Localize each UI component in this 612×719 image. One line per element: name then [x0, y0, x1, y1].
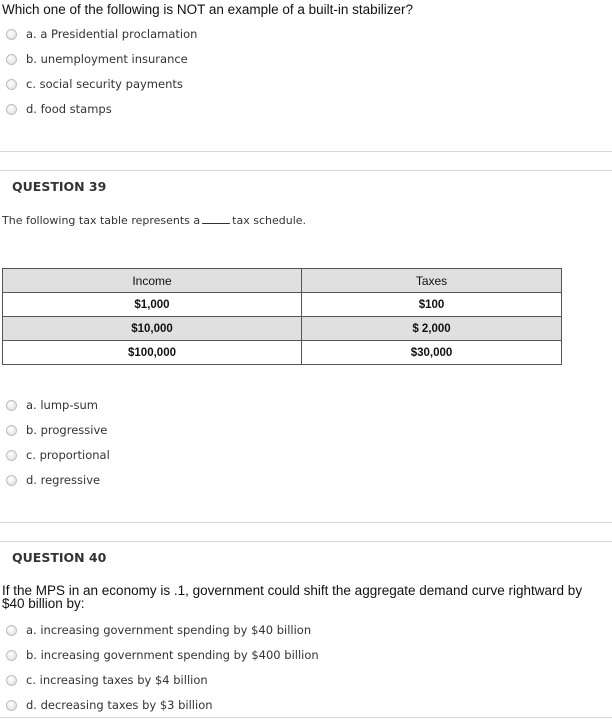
table-header-row — [3, 269, 562, 293]
question-40-text: If the MPS in an economy is .1, government could shift the aggregate demand curve rightward by $40 billion by: — [2, 583, 583, 611]
q39-option-a[interactable] — [6, 397, 98, 413]
option-label: a. increasing government spending by $40 billion — [26, 623, 312, 637]
radio-button[interactable] — [6, 29, 17, 40]
column-header-taxes: Taxes — [302, 269, 562, 293]
option-label: b. increasing government spending by $400 billion — [26, 648, 319, 662]
option-label: c. proportional — [26, 448, 110, 462]
q40-option-b[interactable] — [6, 647, 319, 663]
q38-option-b[interactable] — [6, 51, 188, 67]
q40-option-a[interactable] — [6, 622, 311, 638]
radio-button[interactable] — [6, 475, 17, 486]
question-39-text — [2, 213, 306, 227]
option-label: d. food stamps — [26, 102, 112, 116]
divider — [0, 522, 612, 523]
divider — [0, 170, 612, 171]
taxes-cell: $100 — [302, 293, 562, 317]
radio-button[interactable] — [6, 700, 17, 711]
q40-option-d[interactable] — [6, 697, 213, 713]
q39-option-c[interactable] — [6, 447, 110, 463]
radio-button[interactable] — [6, 625, 17, 636]
income-cell: $1,000 — [3, 293, 302, 317]
column-header-income: Income — [3, 269, 302, 293]
table-row — [3, 341, 562, 365]
divider — [0, 151, 612, 152]
divider — [0, 717, 612, 718]
q38-option-d[interactable] — [6, 101, 112, 117]
taxes-cell: $ 2,000 — [302, 317, 562, 341]
radio-button[interactable] — [6, 450, 17, 461]
option-label: c. social security payments — [26, 77, 183, 91]
radio-button[interactable] — [6, 79, 17, 90]
radio-button[interactable] — [6, 104, 17, 115]
option-label: d. regressive — [26, 473, 101, 487]
option-label: c. increasing taxes by $4 billion — [26, 673, 208, 687]
table-row — [3, 317, 562, 341]
option-label: b. progressive — [26, 423, 108, 437]
option-label: b. unemployment insurance — [26, 52, 188, 66]
divider — [0, 541, 612, 542]
option-label: a. a Presidential proclamation — [26, 27, 198, 41]
q38-option-a[interactable] — [6, 26, 197, 42]
table-row — [3, 293, 562, 317]
question-38-text: Which one of the following is NOT an example of a built-in stabilizer? — [2, 2, 413, 17]
radio-button[interactable] — [6, 650, 17, 661]
radio-button[interactable] — [6, 400, 17, 411]
question-text-part: tax schedule. — [232, 214, 307, 227]
option-label: a. lump-sum — [26, 398, 98, 412]
option-label: d. decreasing taxes by $3 billion — [26, 698, 213, 712]
q40-option-c[interactable] — [6, 672, 208, 688]
income-cell: $10,000 — [3, 317, 302, 341]
question-40-header: QUESTION 40 — [12, 550, 107, 565]
radio-button[interactable] — [6, 54, 17, 65]
income-cell: $100,000 — [3, 341, 302, 365]
radio-button[interactable] — [6, 425, 17, 436]
q38-option-c[interactable] — [6, 76, 183, 92]
answer-blank — [202, 213, 230, 224]
question-text-part: The following tax table represents a — [2, 214, 201, 227]
taxes-cell: $30,000 — [302, 341, 562, 365]
radio-button[interactable] — [6, 675, 17, 686]
q39-option-b[interactable] — [6, 422, 107, 438]
question-39-header: QUESTION 39 — [12, 179, 107, 194]
q39-option-d[interactable] — [6, 472, 100, 488]
tax-table — [2, 268, 562, 365]
